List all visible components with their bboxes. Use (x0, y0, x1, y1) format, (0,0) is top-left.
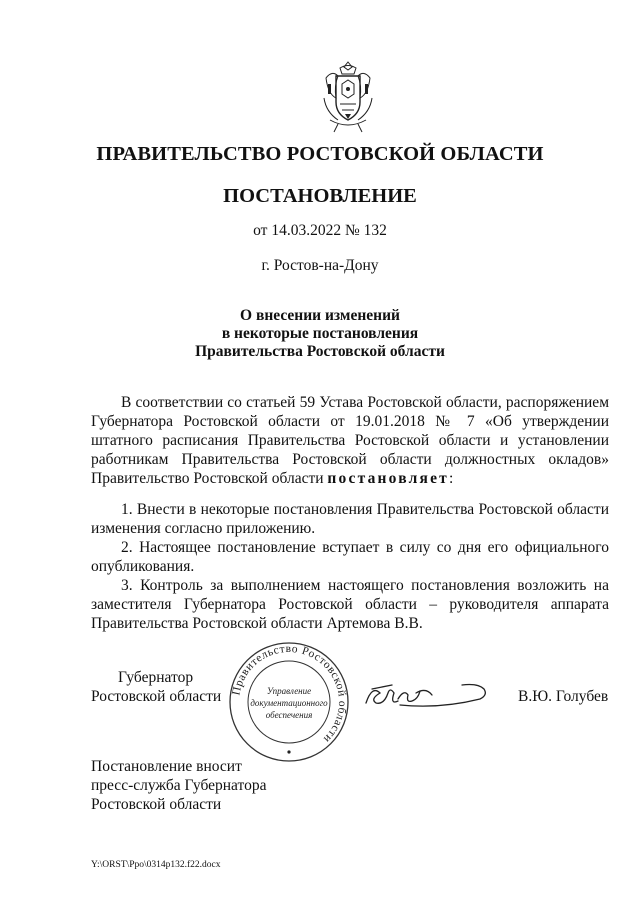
signatory-name: В.Ю. Голубев (518, 688, 609, 705)
intro-text: В соответствии со статьей 59 Устава Ростовской области, распоряжением Губернатора Ростовской области от 19.01.2018 № 7 «Об утверждении штатного расписания Правительства Ростовской области и установлении работникам Правительства Ростовской области должностных окладов» Правительство Ростовской области (91, 394, 609, 487)
organization-title: ПРАВИТЕЛЬСТВО РОСТОВСКОЙ ОБЛАСТИ (96, 143, 544, 165)
stamp-inner-line-1: Управление (266, 686, 312, 696)
subject-line-3: Правительства Ростовской области (195, 343, 445, 360)
signatory-position-line-2: Ростовской области (91, 688, 222, 705)
stamp-inner-line-2: документационного (250, 698, 328, 708)
decree-word: постановляет (327, 470, 449, 487)
coat-of-arms-icon (316, 58, 380, 134)
decree-item: 2. Настоящее постановление вступает в силу со дня его официального опубликования. (91, 539, 609, 575)
submitter-line-2: пресс-служба Губернатора (91, 777, 267, 794)
handwritten-signature-icon (360, 675, 500, 715)
official-stamp-icon (227, 640, 351, 764)
document-subject (0, 307, 640, 361)
subject-line-1: О внесении изменений (240, 307, 400, 324)
document-city: г. Ростов-на-Дону (261, 257, 379, 274)
document-date-number: от 14.03.2022 № 132 (253, 222, 387, 239)
document-type-title: ПОСТАНОВЛЕНИЕ (223, 185, 417, 207)
intro-colon: : (448, 470, 454, 487)
stamp-inner-line-3: обеспечения (265, 710, 313, 720)
submitter-block (91, 757, 267, 814)
intro-paragraph-block (91, 393, 609, 488)
signatory-position (91, 668, 221, 706)
decree-items (91, 500, 609, 633)
decree-item: 3. Контроль за выполнением настоящего постановления возложить на заместителя Губернатора Ростовской области – руководителя аппарата Правительства Ростовской области Артемова В.В. (91, 577, 609, 632)
subject-line-2: в некоторые постановления (221, 325, 419, 342)
decree-item: 1. Внести в некоторые постановления Правительства Ростовской области изменения согласно приложению. (91, 501, 609, 537)
stamp-outer-text: Правительство Ростовской области (230, 642, 349, 746)
intro-paragraph (91, 393, 609, 488)
signatory-position-line-1: Губернатор (118, 669, 194, 686)
submitter-line-3: Ростовской области (91, 796, 222, 813)
submitter-line-1: Постановление вносит (91, 758, 242, 775)
file-path-footer: Y:\ORST\Ppo\0314p132.f22.docx (91, 860, 221, 870)
